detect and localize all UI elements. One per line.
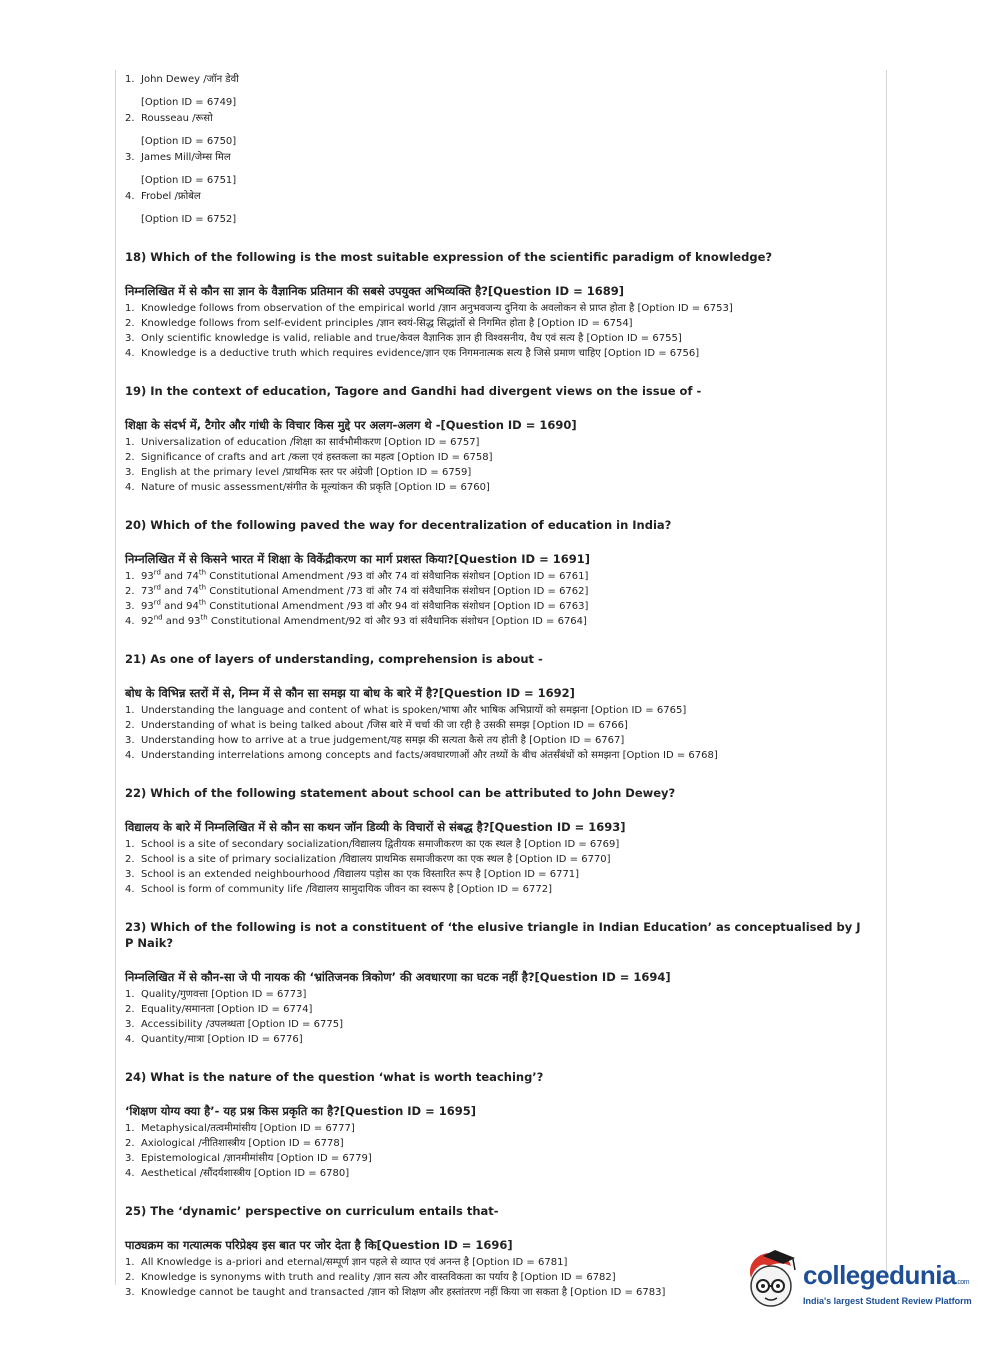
question-list <box>125 249 865 1300</box>
question-hindi: विद्यालय के बारे में निम्नलिखित में से कौन सा कथन जॉन डिव्यी के विचारों से संबद्ध है?[Question ID = 1693] <box>125 820 626 834</box>
option-number: 2. <box>125 1004 135 1015</box>
option-item <box>125 1032 865 1047</box>
option-item <box>125 584 865 599</box>
option-item <box>125 614 865 629</box>
option-text: School is a site of secondary socialization/विद्यालय द्वितीयक समाजीकरण का एक स्थल है [Option ID = 6769] <box>141 839 620 850</box>
question-hindi: पाठ्यक्रम का गत्यात्मक परिप्रेक्ष्य इस बात पर जोर देता है कि[Question ID = 1696] <box>125 1238 513 1252</box>
option-item <box>125 718 865 733</box>
option-text: Knowledge is a deductive truth which requires evidence/ज्ञान एक निगमनात्मक सत्य है जिसे प्रमाण चाहिए [Option ID = 6756] <box>141 348 700 359</box>
option-text: 93rd and 74th Constitutional Amendment /93 वां और 74 वां संवैधानिक संशोधन [Option ID = 6761] <box>141 568 589 582</box>
option-item <box>125 837 865 852</box>
option-text: Accessibility /उपलब्धता [Option ID = 6775] <box>141 1019 343 1030</box>
option-text: Understanding of what is being talked about /जिस बारे में चर्चा की जा रही है उसकी समझ [Option ID = 6766] <box>141 720 628 731</box>
option-item <box>125 450 865 465</box>
option-number: 3. <box>125 152 135 163</box>
option-number: 2. <box>125 452 135 463</box>
option-id: [Option ID = 6752] <box>141 214 237 225</box>
option-number: 4. <box>125 1034 135 1045</box>
option-number: 4. <box>125 482 135 493</box>
question-english: 25) The ‘dynamic’ perspective on curriculum entails that- <box>125 1204 499 1218</box>
option-text: Understanding how to arrive at a true judgement/यह समझ की सत्यता कैसे तय होती है [Option ID = 6767] <box>141 735 625 746</box>
option-number: 3. <box>125 333 135 344</box>
option-item <box>125 733 865 748</box>
option-number: 4. <box>125 348 135 359</box>
option-item <box>125 599 865 614</box>
option-number: 1. <box>125 839 135 850</box>
option-number: 3. <box>125 1019 135 1030</box>
option-number: 2. <box>125 1138 135 1149</box>
question-block <box>125 919 865 1047</box>
option-text: Understanding the language and content of what is spoken/भाषा और भाषिक अभिप्रायों को समझना [Option ID = 6765] <box>141 705 687 716</box>
option-label: Rousseau /रूसो <box>141 113 213 124</box>
option-item <box>125 569 865 584</box>
option-number: 4. <box>125 616 135 627</box>
lead-option <box>125 72 865 110</box>
option-item <box>125 346 865 361</box>
option-item <box>125 1151 865 1166</box>
option-item <box>125 1166 865 1181</box>
option-item <box>125 867 865 882</box>
option-number: 1. <box>125 437 135 448</box>
option-text: Knowledge follows from observation of the empirical world /ज्ञान अनुभवजन्य दुनिया के अवलोकन से प्राप्त होता है [Option ID = 6753] <box>141 303 733 314</box>
option-id: [Option ID = 6750] <box>141 136 237 147</box>
question-block <box>125 1069 865 1181</box>
logo-tagline: India's largest Student Review Platform <box>803 1296 972 1306</box>
option-text <box>125 72 865 87</box>
option-text: School is form of community life /विद्यालय सामुदायिक जीवन का स्वरूप है [Option ID = 6772] <box>141 884 552 895</box>
option-number: 1. <box>125 989 135 1000</box>
option-text: Significance of crafts and art /कला एवं हस्तकला का महत्व [Option ID = 6758] <box>141 452 493 463</box>
option-number: 3. <box>125 601 135 612</box>
option-item <box>125 852 865 867</box>
lead-option <box>125 150 865 188</box>
question-paper <box>125 72 865 1300</box>
logo-name-text: collegedunia <box>803 1260 956 1290</box>
option-text: All Knowledge is a-priori and eternal/सम्पूर्ण ज्ञान पहले से व्याप्त एवं अनन्त है [Option ID = 6781] <box>141 1257 568 1268</box>
option-text: Axiological /नीतिशास्त्रीय [Option ID = 6778] <box>141 1138 344 1149</box>
question-hindi: निम्नलिखित में से कौन-सा जे पी नायक की ‘भ्रांतिजनक त्रिकोण’ की अवधारणा का घटक नहीं है?[Question ID = 1694] <box>125 970 671 984</box>
option-number: 2. <box>125 720 135 731</box>
option-number: 2. <box>125 113 135 124</box>
question-english: 21) As one of layers of understanding, comprehension is about - <box>125 652 543 666</box>
option-number: 2. <box>125 318 135 329</box>
option-text: Metaphysical/तत्वमीमांसीय [Option ID = 6777] <box>141 1123 355 1134</box>
option-label: James Mill/जेम्स मिल <box>141 152 231 163</box>
option-text: Quality/गुणवत्ता [Option ID = 6773] <box>141 989 307 1000</box>
question-block <box>125 517 865 629</box>
option-item <box>125 1121 865 1136</box>
lead-option <box>125 189 865 227</box>
option-list <box>125 1121 865 1181</box>
option-id: [Option ID = 6751] <box>141 175 237 186</box>
option-text: Knowledge follows from self-evident principles /ज्ञान स्वयं-सिद्ध सिद्धांतों से निगमित होता है [Option ID = 6754] <box>141 318 633 329</box>
option-text <box>125 150 865 165</box>
previous-question-options <box>125 72 865 227</box>
option-text: Knowledge is synonyms with truth and reality /ज्ञान सत्य और वास्तविकता का पर्याय है [Option ID = 6782] <box>141 1272 616 1283</box>
option-item <box>125 748 865 763</box>
option-number: 4. <box>125 750 135 761</box>
option-item <box>125 301 865 316</box>
option-text: Equality/समानता [Option ID = 6774] <box>141 1004 313 1015</box>
option-text: Quantity/मात्रा [Option ID = 6776] <box>141 1034 303 1045</box>
option-list <box>125 987 865 1047</box>
option-number: 4. <box>125 884 135 895</box>
option-text: Knowledge cannot be taught and transacted /ज्ञान को शिक्षण और हस्तांतरण नहीं किया जा सकता है [Option ID = 6783] <box>141 1287 666 1298</box>
question-english: 22) Which of the following statement about school can be attributed to John Dewey? <box>125 786 676 800</box>
question-hindi: बोध के विभिन्न स्तरों में से, निम्न में से कौन सा समझ या बोध के बारे में है?[Question ID = 1692] <box>125 686 575 700</box>
option-label: John Dewey /जॉन डेवी <box>141 74 239 85</box>
option-text: 73rd and 74th Constitutional Amendment /73 वां और 74 वां संवैधानिक संशोधन [Option ID = 6762] <box>141 583 589 597</box>
question-block <box>125 651 865 763</box>
question-english: 24) What is the nature of the question ‘what is worth teaching’? <box>125 1070 544 1084</box>
option-item <box>125 1017 865 1032</box>
option-text <box>125 111 865 126</box>
option-text: School is an extended neighbourhood /विद्यालय पड़ोस का एक विस्तारित रूप है [Option ID = 6771] <box>141 869 580 880</box>
option-item <box>125 882 865 897</box>
option-number: 2. <box>125 586 135 597</box>
question-block <box>125 249 865 361</box>
question-hindi: निम्नलिखित में से किसने भारत में शिक्षा के विकेंद्रीकरण का मार्ग प्रशस्त किया?[Question ID = 1691] <box>125 552 590 566</box>
option-text: School is a site of primary socialization /विद्यालय प्राथमिक समाजीकरण का एक स्थल है [Option ID = 6770] <box>141 854 611 865</box>
option-number: 2. <box>125 1272 135 1283</box>
option-text <box>125 189 865 204</box>
option-number: 1. <box>125 303 135 314</box>
option-number: 1. <box>125 1257 135 1268</box>
question-hindi: निम्नलिखित में से कौन सा ज्ञान के वैज्ञानिक प्रतिमान की सबसे उपयुक्त अभिव्यक्ति है?[Question ID = 1689] <box>125 284 624 298</box>
option-text: Epistemological /ज्ञानमीमांसीय [Option ID = 6779] <box>141 1153 372 1164</box>
option-item <box>125 435 865 450</box>
lead-option <box>125 111 865 149</box>
question-english: 23) Which of the following is not a constituent of ‘the elusive triangle in Indian Education’ as conceptualised by J P Naik? <box>125 920 861 950</box>
option-label: Frobel /फ्रोबेल <box>141 191 201 202</box>
question-block <box>125 785 865 897</box>
option-number: 1. <box>125 571 135 582</box>
option-item <box>125 703 865 718</box>
option-item <box>125 465 865 480</box>
option-text: English at the primary level /प्राथमिक स्तर पर अंग्रेजी [Option ID = 6759] <box>141 467 472 478</box>
option-text: Nature of music assessment/संगीत के मूल्यांकन की प्रकृति [Option ID = 6760] <box>141 482 490 493</box>
option-list <box>125 569 865 629</box>
option-item <box>125 1002 865 1017</box>
option-item <box>125 480 865 495</box>
question-hindi: ‘शिक्षण योग्य क्या है’- यह प्रश्न किस प्रकृति का है?[Question ID = 1695] <box>125 1104 477 1118</box>
option-number: 3. <box>125 1287 135 1298</box>
option-list <box>125 837 865 897</box>
option-list <box>125 301 865 361</box>
option-number: 1. <box>125 74 135 85</box>
option-id: [Option ID = 6749] <box>141 97 237 108</box>
option-number: 1. <box>125 705 135 716</box>
option-number: 3. <box>125 735 135 746</box>
option-text: Understanding interrelations among concepts and facts/अवधारणाओं और तथ्यों के बीच अंतर्संबंधों को समझना [Option ID = 6768] <box>141 750 718 761</box>
question-english: 20) Which of the following paved the way for decentralization of education in India? <box>125 518 672 532</box>
option-list <box>125 703 865 763</box>
option-text: Only scientific knowledge is valid, reliable and true/केवल वैज्ञानिक ज्ञान ही विश्वसनीय, वैध एवं सत्य है [Option ID = 6755] <box>141 333 682 344</box>
option-item <box>125 987 865 1002</box>
question-block <box>125 383 865 495</box>
option-number: 3. <box>125 1153 135 1164</box>
question-hindi: शिक्षा के संदर्भ में, टैगोर और गांधी के विचार किस मुद्दे पर अलग-अलग थे -[Question ID = 1690] <box>125 418 577 432</box>
question-english: 18) Which of the following is the most suitable expression of the scientific paradigm of knowledge? <box>125 250 773 264</box>
option-number: 3. <box>125 467 135 478</box>
option-text: 92nd and 93th Constitutional Amendment/92 वां और 93 वां संवैधानिक संशोधन [Option ID = 6764] <box>141 613 587 627</box>
option-text: Universalization of education /शिक्षा का सार्वभौमीकरण [Option ID = 6757] <box>141 437 480 448</box>
collegedunia-logo <box>745 1248 975 1318</box>
option-number: 2. <box>125 854 135 865</box>
option-text: 93rd and 94th Constitutional Amendment /93 वां और 94 वां संवैधानिक संशोधन [Option ID = 6763] <box>141 598 589 612</box>
mascot-icon <box>745 1248 801 1310</box>
option-number: 4. <box>125 1168 135 1179</box>
option-item <box>125 316 865 331</box>
option-list <box>125 435 865 495</box>
option-number: 1. <box>125 1123 135 1134</box>
logo-wordmark <box>803 1260 969 1291</box>
option-item <box>125 331 865 346</box>
option-item <box>125 1136 865 1151</box>
option-number: 3. <box>125 869 135 880</box>
option-text: Aesthetical /सौंदर्यशास्त्रीय [Option ID = 6780] <box>141 1168 350 1179</box>
option-number: 4. <box>125 191 135 202</box>
logo-dotcom: .com <box>955 1279 970 1286</box>
question-english: 19) In the context of education, Tagore and Gandhi had divergent views on the issue of - <box>125 384 702 398</box>
